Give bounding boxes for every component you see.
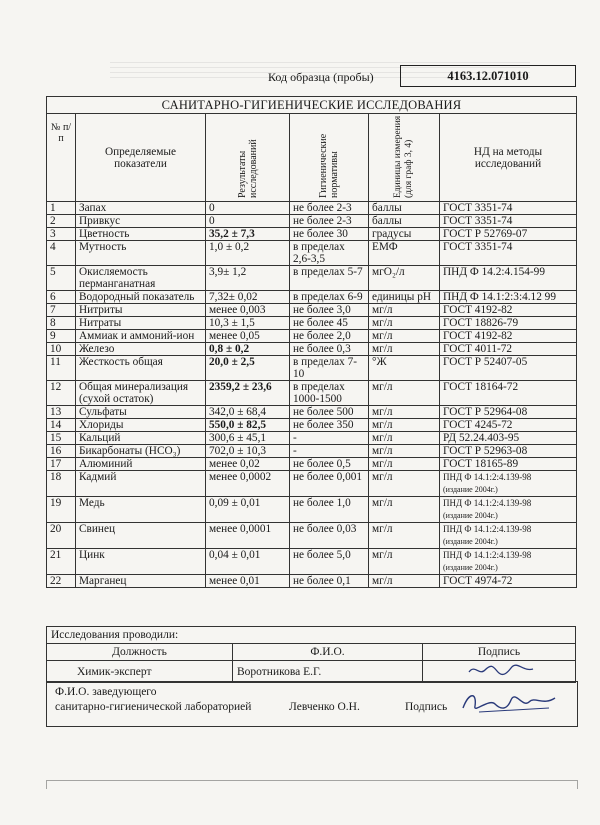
table-row <box>47 215 577 228</box>
row-norm: не более 1,0 <box>290 497 369 523</box>
row-result: 0,09 ± 0,01 <box>206 497 290 523</box>
row-norm: не более 500 <box>290 406 369 419</box>
row-method: ПНД Ф 14.1:2:4.139-98 (издание 2004г.) <box>440 497 577 523</box>
row-num: 1 <box>47 202 76 215</box>
row-result: менее 0,0002 <box>206 471 290 497</box>
col-position-header: Должность <box>47 644 233 661</box>
row-method: ГОСТ 18165-89 <box>440 458 577 471</box>
table-row <box>47 266 577 291</box>
row-method: ГОСТ 3351-74 <box>440 241 577 266</box>
row-unit: мг/л <box>369 471 440 497</box>
row-unit: мг/л <box>369 432 440 445</box>
row-method-edition: (издание 2004г.) <box>443 485 498 494</box>
row-num: 10 <box>47 343 76 356</box>
table-row <box>47 330 577 343</box>
row-indicator: Жесткость общая <box>76 356 206 381</box>
row-result: 0 <box>206 202 290 215</box>
row-result: менее 0,02 <box>206 458 290 471</box>
row-unit: °Ж <box>369 356 440 381</box>
row-indicator: Цинк <box>76 549 206 575</box>
head-sign-label: Подпись <box>405 701 448 713</box>
row-indicator: Нитриты <box>76 304 206 317</box>
row-unit: мг/л <box>369 304 440 317</box>
row-indicator: Кадмий <box>76 471 206 497</box>
row-unit: мг/л <box>369 330 440 343</box>
col-sign-header: Подпись <box>423 644 576 661</box>
row-unit: градусы <box>369 228 440 241</box>
row-norm: не более 0,03 <box>290 523 369 549</box>
row-norm: не более 2,0 <box>290 330 369 343</box>
row-norm: не более 3,0 <box>290 304 369 317</box>
row-indicator: Цветность <box>76 228 206 241</box>
table-row <box>47 458 577 471</box>
row-unit: мг/л <box>369 445 440 458</box>
row-result: 3,9± 1,2 <box>206 266 290 291</box>
col-num-header: № п/п <box>47 114 76 202</box>
row-result: 1,0 ± 0,2 <box>206 241 290 266</box>
results-table <box>46 96 577 588</box>
row-indicator: Аммиак и аммоний-ион <box>76 330 206 343</box>
conductor-signature <box>423 661 576 683</box>
row-result: менее 0,05 <box>206 330 290 343</box>
col-indicator-header: Определяемые показатели <box>76 114 206 202</box>
row-num: 21 <box>47 549 76 575</box>
row-norm: не более 0,1 <box>290 575 369 588</box>
table-row <box>47 471 577 497</box>
row-indicator: Свинец <box>76 523 206 549</box>
row-method: ГОСТ 4011-72 <box>440 343 577 356</box>
row-unit: мг/л <box>369 343 440 356</box>
row-num: 19 <box>47 497 76 523</box>
row-indicator: Общая минерализация (сухой остаток) <box>76 381 206 406</box>
row-unit: мг/л <box>369 317 440 330</box>
row-result: 0,8 ± 0,2 <box>206 343 290 356</box>
row-norm: - <box>290 445 369 458</box>
footer-strip <box>46 780 578 789</box>
row-unit: мг/л <box>369 575 440 588</box>
row-method: ГОСТ 4974-72 <box>440 575 577 588</box>
row-unit: мг/л <box>369 497 440 523</box>
row-method: ПНД Ф 14.1:2:3:4.12 99 <box>440 291 577 304</box>
row-method: ПНД Ф 14.1:2:4.139-98 (издание 2004г.) <box>440 523 577 549</box>
table-row <box>47 575 577 588</box>
row-unit: мгО₂/л <box>369 266 440 291</box>
table-row <box>47 445 577 458</box>
row-unit: мг/л <box>369 523 440 549</box>
row-method: ГОСТ Р 52407-05 <box>440 356 577 381</box>
sample-code-value: 4163.12.071010 <box>400 65 576 87</box>
col-result-header: Результаты исследований <box>206 114 290 202</box>
row-num: 6 <box>47 291 76 304</box>
row-norm: не более 0,3 <box>290 343 369 356</box>
row-norm: не более 0,001 <box>290 471 369 497</box>
row-indicator: Привкус <box>76 215 206 228</box>
table-row <box>47 432 577 445</box>
row-unit: ЕМФ <box>369 241 440 266</box>
row-result: 2359,2 ± 23,6 <box>206 381 290 406</box>
row-result: менее 0,0001 <box>206 523 290 549</box>
row-norm: в пределах 1000-1500 <box>290 381 369 406</box>
row-norm: в пределах 7-10 <box>290 356 369 381</box>
row-norm: не более 30 <box>290 228 369 241</box>
row-method: ГОСТ 18826-79 <box>440 317 577 330</box>
conductor-position: Химик-эксперт <box>47 661 233 683</box>
row-indicator: Окисляемость перманганатная <box>76 266 206 291</box>
row-unit: единицы рН <box>369 291 440 304</box>
row-unit: мг/л <box>369 458 440 471</box>
col-norm-header: Гигиенические нормативы <box>290 114 369 202</box>
head-signature <box>459 688 559 718</box>
table-title: САНИТАРНО-ГИГИЕНИЧЕСКИЕ ИССЛЕДОВАНИЯ <box>47 97 577 114</box>
row-method: ГОСТ Р 52964-08 <box>440 406 577 419</box>
row-indicator: Запах <box>76 202 206 215</box>
col-method-header: НД на методы исследований <box>440 114 577 202</box>
row-num: 4 <box>47 241 76 266</box>
table-row <box>47 356 577 381</box>
col-units-header: Единицы измерения (для граф 3, 4) <box>369 114 440 202</box>
row-indicator: Алюминий <box>76 458 206 471</box>
results-body <box>47 202 577 588</box>
table-row <box>47 228 577 241</box>
row-norm: в пределах 5-7 <box>290 266 369 291</box>
row-unit: мг/л <box>369 549 440 575</box>
row-indicator: Марганец <box>76 575 206 588</box>
row-norm: в пределах 6-9 <box>290 291 369 304</box>
head-label-line1: Ф.И.О. заведующего <box>55 686 157 698</box>
row-result: 342,0 ± 68,4 <box>206 406 290 419</box>
row-unit: мг/л <box>369 406 440 419</box>
row-method-edition: (издание 2004г.) <box>443 511 498 520</box>
row-indicator: Нитраты <box>76 317 206 330</box>
row-method: ГОСТ 18164-72 <box>440 381 577 406</box>
row-num: 13 <box>47 406 76 419</box>
row-result: 20,0 ± 2,5 <box>206 356 290 381</box>
table-row <box>47 343 577 356</box>
row-norm: не более 45 <box>290 317 369 330</box>
table-row <box>47 497 577 523</box>
row-norm: - <box>290 432 369 445</box>
row-num: 15 <box>47 432 76 445</box>
row-method: ГОСТ 4245-72 <box>440 419 577 432</box>
row-num: 16 <box>47 445 76 458</box>
table-row <box>47 291 577 304</box>
row-norm: в пределах 2,6-3,5 <box>290 241 369 266</box>
table-row <box>47 523 577 549</box>
row-result: 0,04 ± 0,01 <box>206 549 290 575</box>
row-num: 2 <box>47 215 76 228</box>
row-num: 7 <box>47 304 76 317</box>
row-result: 0 <box>206 215 290 228</box>
row-num: 12 <box>47 381 76 406</box>
row-method: ГОСТ 4192-82 <box>440 304 577 317</box>
head-of-lab-block <box>46 681 578 727</box>
row-result: 550,0 ± 82,5 <box>206 419 290 432</box>
row-result: 702,0 ± 10,3 <box>206 445 290 458</box>
table-row <box>47 549 577 575</box>
table-row <box>47 406 577 419</box>
conducted-label: Исследования проводили: <box>47 627 576 644</box>
row-num: 17 <box>47 458 76 471</box>
table-row <box>47 304 577 317</box>
row-method: ГОСТ 3351-74 <box>440 215 577 228</box>
row-norm: не более 2-3 <box>290 215 369 228</box>
row-unit: мг/л <box>369 381 440 406</box>
row-method: ПНД Ф 14.1:2:4.139-98 (издание 2004г.) <box>440 549 577 575</box>
row-num: 9 <box>47 330 76 343</box>
row-method: ГОСТ 3351-74 <box>440 202 577 215</box>
row-unit: баллы <box>369 215 440 228</box>
conducted-table <box>46 626 576 683</box>
row-method: ГОСТ Р 52963-08 <box>440 445 577 458</box>
col-name-header: Ф.И.О. <box>233 644 423 661</box>
row-result: 7,32± 0,02 <box>206 291 290 304</box>
row-method: РД 52.24.403-95 <box>440 432 577 445</box>
table-row <box>47 419 577 432</box>
row-result: 35,2 ± 7,3 <box>206 228 290 241</box>
table-row <box>47 202 577 215</box>
row-result: менее 0,003 <box>206 304 290 317</box>
row-result: менее 0,01 <box>206 575 290 588</box>
row-num: 11 <box>47 356 76 381</box>
row-method: ГОСТ Р 52769-07 <box>440 228 577 241</box>
table-row <box>47 381 577 406</box>
row-result: 10,3 ± 1,5 <box>206 317 290 330</box>
row-norm: не более 2-3 <box>290 202 369 215</box>
row-norm: не более 5,0 <box>290 549 369 575</box>
row-method-edition: (издание 2004г.) <box>443 563 498 572</box>
row-num: 14 <box>47 419 76 432</box>
row-method: ПНД Ф 14.1:2:4.139-98 (издание 2004г.) <box>440 471 577 497</box>
row-method-edition: (издание 2004г.) <box>443 537 498 546</box>
row-num: 3 <box>47 228 76 241</box>
row-indicator: Железо <box>76 343 206 356</box>
row-indicator: Хлориды <box>76 419 206 432</box>
row-result: 300,6 ± 45,1 <box>206 432 290 445</box>
row-indicator: Бикарбонаты (НСО₃) <box>76 445 206 458</box>
conductor-name: Воротникова Е.Г. <box>233 661 423 683</box>
table-row <box>47 241 577 266</box>
row-norm: не более 350 <box>290 419 369 432</box>
table-row <box>47 317 577 330</box>
row-indicator: Кальций <box>76 432 206 445</box>
row-num: 20 <box>47 523 76 549</box>
row-method: ГОСТ 4192-82 <box>440 330 577 343</box>
row-indicator: Мутность <box>76 241 206 266</box>
row-unit: мг/л <box>369 419 440 432</box>
head-name: Левченко О.Н. <box>289 701 360 713</box>
row-indicator: Медь <box>76 497 206 523</box>
row-indicator: Сульфаты <box>76 406 206 419</box>
head-label-line2: санитарно-гигиенической лабораторией <box>55 701 252 713</box>
sample-code-label: Код образца (пробы) <box>268 70 374 84</box>
row-num: 22 <box>47 575 76 588</box>
row-num: 18 <box>47 471 76 497</box>
row-unit: баллы <box>369 202 440 215</box>
row-num: 8 <box>47 317 76 330</box>
row-indicator: Водородный показатель <box>76 291 206 304</box>
row-norm: не более 0,5 <box>290 458 369 471</box>
row-method: ПНД Ф 14.2:4.154-99 <box>440 266 577 291</box>
row-num: 5 <box>47 266 76 291</box>
